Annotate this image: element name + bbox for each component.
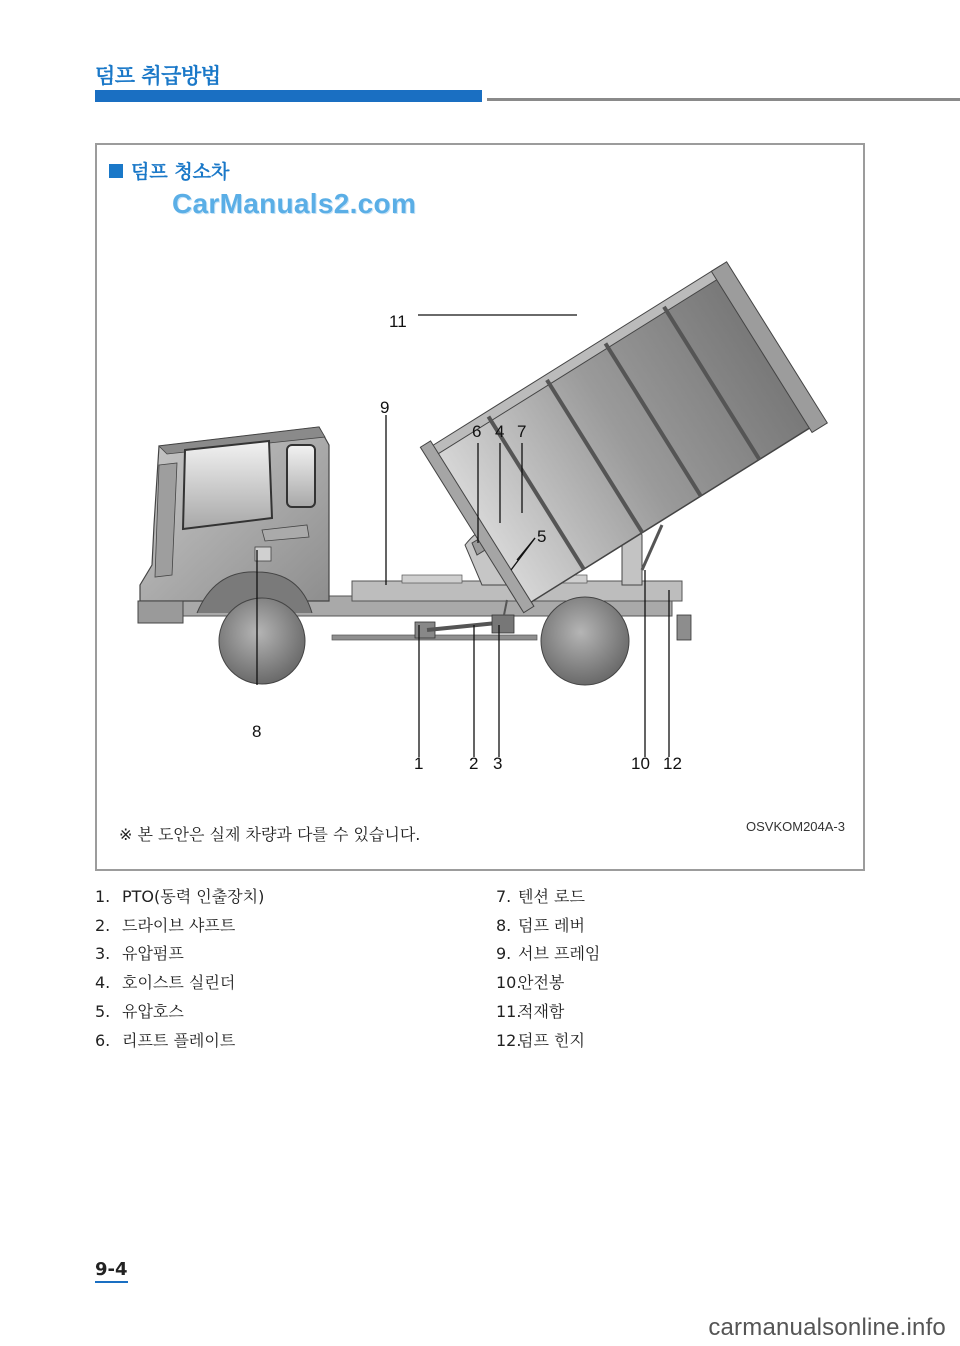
site-footer: carmanualsonline.info xyxy=(708,1314,946,1341)
legend-item: 4. 호이스트 실린더 xyxy=(95,973,236,993)
figure-box xyxy=(95,143,865,871)
header-rule-blue xyxy=(95,90,482,102)
callout-12: 12 xyxy=(663,754,682,773)
callout-5: 5 xyxy=(537,527,547,546)
legend-item: 8. 덤프 레버 xyxy=(496,915,585,935)
callout-7: 7 xyxy=(517,422,527,441)
figure-heading-text: 덤프 청소차 xyxy=(131,161,230,183)
callout-8: 8 xyxy=(252,722,262,741)
callout-4: 4 xyxy=(495,422,505,441)
legend-item: 12. 덤프 힌지 xyxy=(496,1030,585,1050)
legend-right xyxy=(496,883,600,1055)
watermark: CarManuals2.com xyxy=(172,188,417,219)
figure-note: ※ 본 도안은 실제 차량과 다를 수 있습니다. xyxy=(119,825,421,844)
callout-10: 10 xyxy=(631,754,650,773)
header-rule-gray xyxy=(487,98,960,101)
dump-truck-illustration xyxy=(97,145,863,869)
legend-left xyxy=(95,883,264,1055)
callout-6: 6 xyxy=(472,422,482,441)
legend-item: 5. 유압호스 xyxy=(95,1001,184,1021)
legend-item: 6. 리프트 플레이트 xyxy=(95,1030,236,1050)
legend-item: 9. 서브 프레임 xyxy=(496,944,601,964)
callout-9: 9 xyxy=(380,398,390,417)
legend-item: 11. 적재함 xyxy=(496,1001,565,1021)
page-number: 9-4 xyxy=(95,1259,128,1283)
legend-item: 10. 안전봉 xyxy=(496,973,565,993)
callout-2: 2 xyxy=(469,754,479,773)
callout-1: 1 xyxy=(414,754,424,773)
legend-item: 2. 드라이브 샤프트 xyxy=(95,915,236,935)
figure-code: OSVKOM204A-3 xyxy=(746,819,845,834)
callout-11: 11 xyxy=(389,312,407,331)
section-title: 덤프 취급방법 xyxy=(95,64,221,88)
callout-3: 3 xyxy=(493,754,503,773)
legend-item: 3. 유압펌프 xyxy=(95,944,184,964)
legend-item: 1. PTO(동력 인출장치) xyxy=(95,887,265,906)
legend-item: 7. 텐션 로드 xyxy=(496,887,585,906)
